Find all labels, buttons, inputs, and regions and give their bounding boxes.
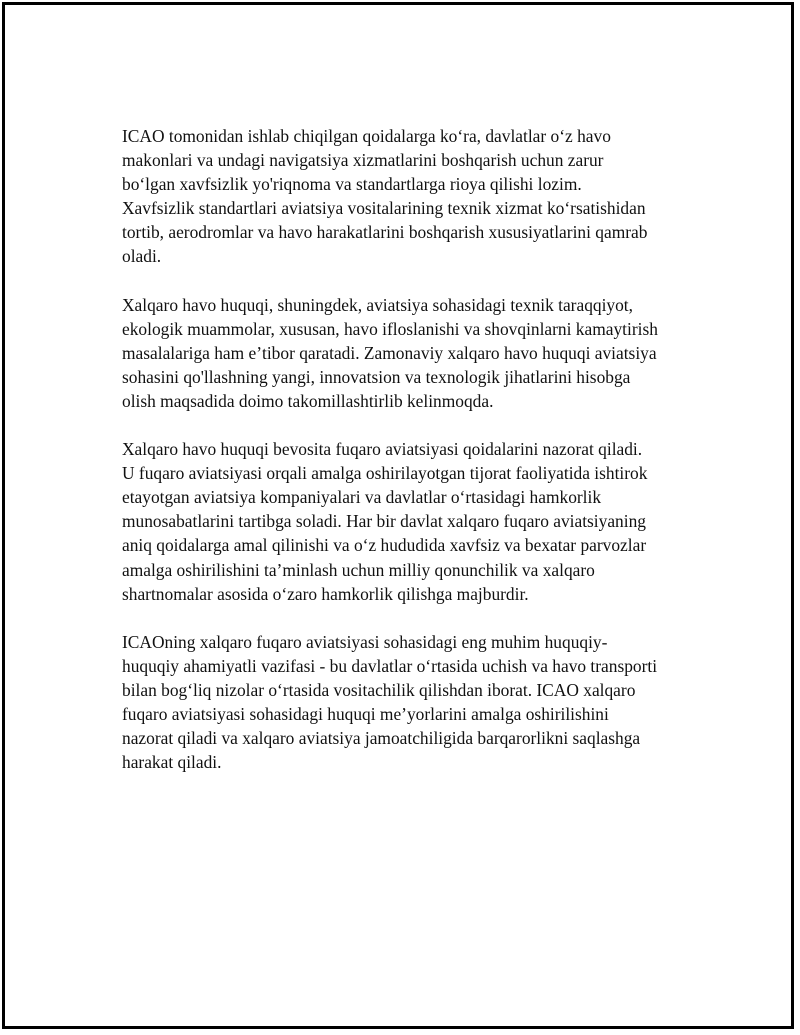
text-line: masalalariga ham eʼtibor qaratadi. Zamonaviy xalqaro havo huquqi aviatsiya xyxy=(122,342,657,363)
text-line: tortib, aerodromlar va havo harakatlarini boshqarish xususiyatlarini qamrab xyxy=(122,222,648,243)
text-line: ICAO tomonidan ishlab chiqilgan qoidalarga koʻra, davlatlar oʻz havo xyxy=(122,126,611,146)
paragraph-3 xyxy=(122,437,712,606)
document-body xyxy=(122,124,712,798)
text-line: bilan bogʻliq nizolar oʻrtasida vositachilik qilishdan iborat. ICAO xalqaro xyxy=(122,679,636,700)
text-line: fuqaro aviatsiyasi sohasidagi huquqi meʼyorlarini amalga oshirilishini xyxy=(122,703,609,724)
text-line: huquqiy ahamiyatli vazifasi - bu davlatlar oʻrtasida uchish va havo transporti xyxy=(122,655,658,676)
text-line: boʻlgan xavfsizlik yo'riqnoma va standartlarga rioya qilishi lozim. xyxy=(122,174,582,195)
text-line: aniq qoidalarga amal qilinishi va oʻz hududida xavfsiz va bexatar parvozlar xyxy=(122,535,647,556)
text-line: Xavfsizlik standartlari aviatsiya vositalarining texnik xizmat koʻrsatishidan xyxy=(122,198,646,219)
text-line: etayotgan aviatsiya kompaniyalari va davlatlar oʻrtasidagi hamkorlik xyxy=(122,487,602,508)
text-line: olish maqsadida doimo takomillashtirlib kelinmoqda. xyxy=(122,390,494,411)
text-line: harakat qiladi. xyxy=(122,752,222,773)
paragraph-1 xyxy=(122,124,712,269)
text-line: amalga oshirilishini taʼminlash uchun milliy qonunchilik va xalqaro xyxy=(122,559,595,580)
text-line: nazorat qiladi va xalqaro aviatsiya jamoatchiligida barqarorlikni saqlashga xyxy=(122,728,641,749)
text-line: oladi. xyxy=(122,246,162,267)
text-line: munosabatlarini tartibga soladi. Har bir davlat xalqaro fuqaro aviatsiyaning xyxy=(122,511,646,532)
text-line: sohasini qo'llashning yangi, innovatsion va texnologik jihatlarini hisobga xyxy=(122,366,631,387)
text-line: ekologik muammolar, xususan, havo ifloslanishi va shovqinlarni kamaytirish xyxy=(122,318,658,339)
text-line: shartnomalar asosida oʻzaro hamkorlik qilishga majburdir. xyxy=(122,583,529,604)
paragraph-2 xyxy=(122,293,712,413)
text-line: ICAOning xalqaro fuqaro aviatsiyasi sohasidagi eng muhim huquqiy- xyxy=(122,631,608,652)
text-line: Xalqaro havo huquqi bevosita fuqaro aviatsiyasi qoidalarini nazorat qiladi. xyxy=(122,439,643,460)
text-line: makonlari va undagi navigatsiya xizmatlarini boshqarish uchun zarur xyxy=(122,150,604,171)
page-frame xyxy=(2,2,794,1029)
paragraph-4 xyxy=(122,630,712,775)
text-line: Xalqaro havo huquqi, shuningdek, aviatsiya sohasidagi texnik taraqqiyot, xyxy=(122,294,633,315)
text-line: U fuqaro aviatsiyasi orqali amalga oshirilayotgan tijorat faoliyatida ishtirok xyxy=(122,463,648,484)
